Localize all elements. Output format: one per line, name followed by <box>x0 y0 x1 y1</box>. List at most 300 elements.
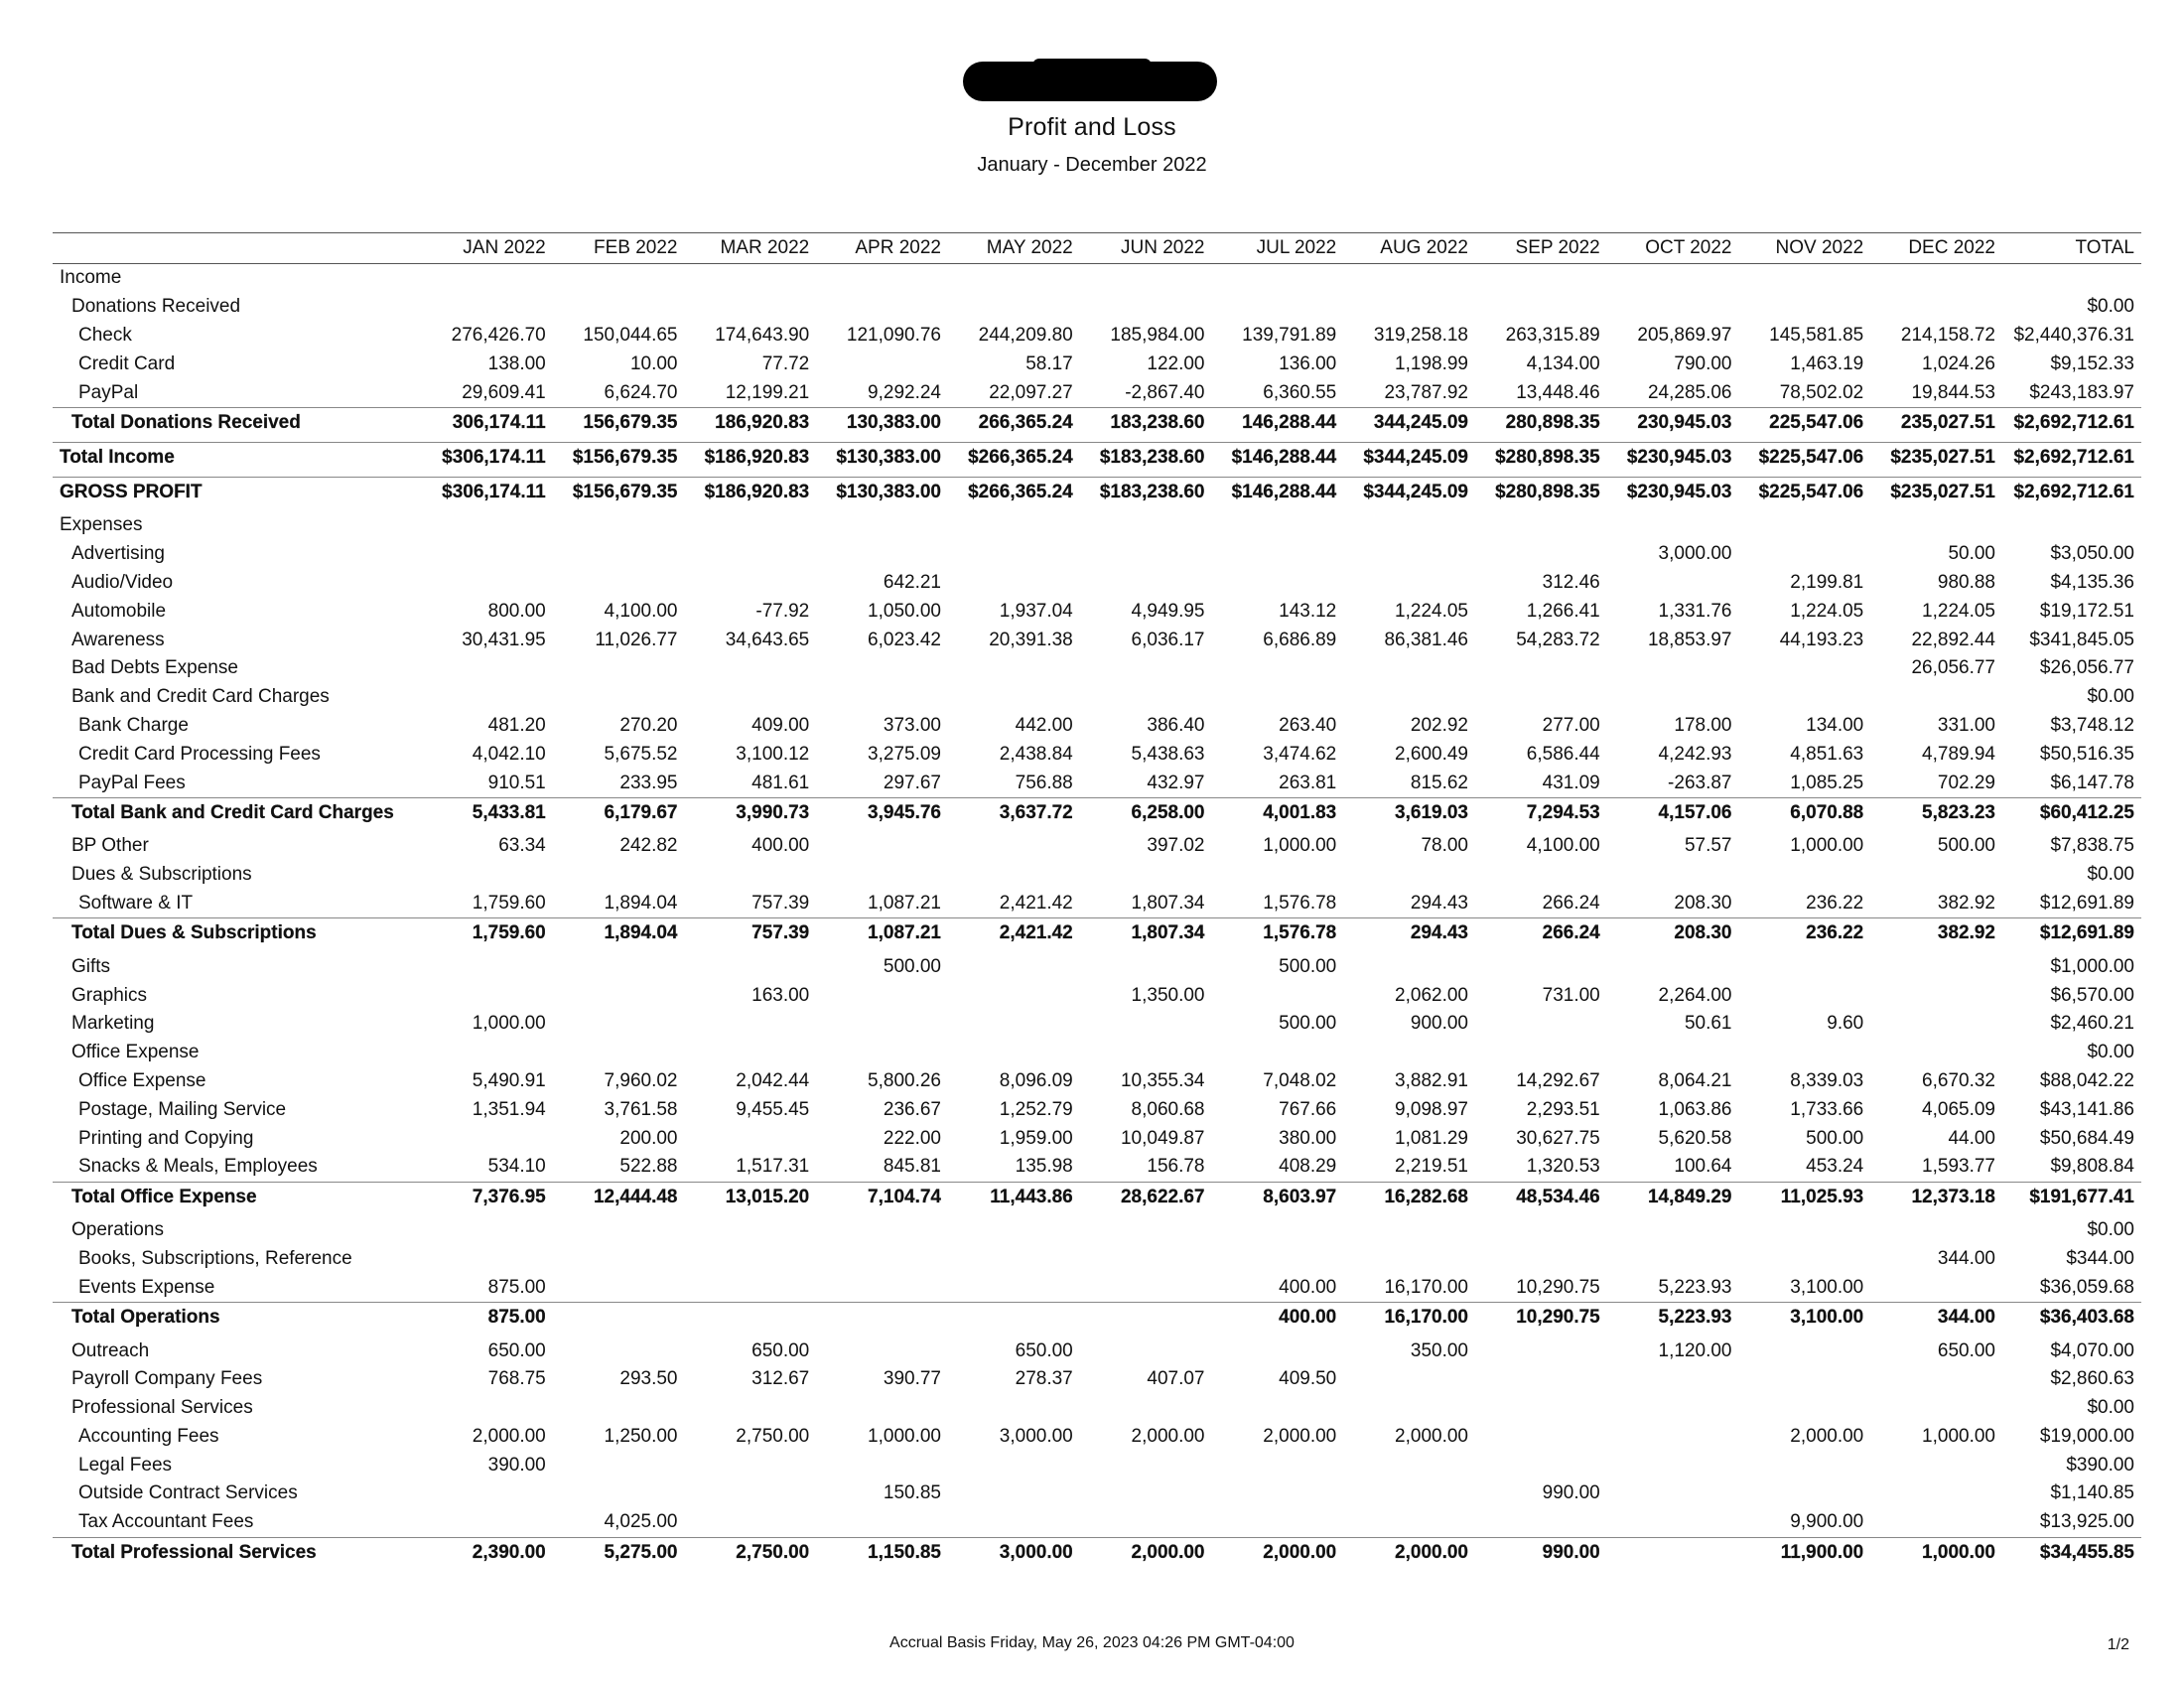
row-value-cell <box>1870 683 2002 712</box>
row-value-cell: $344,245.09 <box>1343 477 1475 507</box>
row-value-cell <box>553 1394 685 1423</box>
table-row <box>53 322 2141 351</box>
row-value-cell: 2,219.51 <box>1395 1156 1468 1178</box>
row-value-cell: 5,438.63 <box>1131 743 1205 765</box>
table-row <box>53 981 2141 1010</box>
row-value-cell: 230,945.03 <box>1607 407 1739 438</box>
row-value-cell: 2,421.42 <box>999 892 1073 914</box>
row-value-cell: 5,675.52 <box>604 743 678 765</box>
row-value-cell <box>553 683 685 712</box>
row-value-cell: 29,609.41 <box>462 381 546 403</box>
row-value-cell <box>1343 569 1475 598</box>
row-value-cell: 2,000.00 <box>1343 1537 1475 1568</box>
total-row <box>53 442 2141 473</box>
row-value-cell: 312.46 <box>1542 571 1600 593</box>
row-value-cell: 1,350.00 <box>1131 984 1205 1006</box>
row-value-cell: 900.00 <box>1410 1013 1468 1035</box>
row-value-cell <box>1475 683 1607 712</box>
row-value-cell: 235,027.51 <box>1870 407 2002 438</box>
row-value-cell <box>685 1508 817 1537</box>
row-value-cell: 1,120.00 <box>1658 1339 1732 1361</box>
row-label: Tax Accountant Fees <box>78 1511 254 1533</box>
row-total-cell: $0.00 <box>2087 864 2134 886</box>
row-value-cell: 650.00 <box>751 1339 810 1361</box>
row-total-cell: $19,172.51 <box>2039 600 2134 622</box>
row-value-cell <box>685 654 817 683</box>
row-value-cell: 1,050.00 <box>868 600 941 622</box>
row-value-cell <box>1475 1216 1607 1245</box>
profit-loss-table <box>53 232 2141 1572</box>
row-value-cell <box>816 683 948 712</box>
row-value-cell: 200.00 <box>619 1127 678 1149</box>
row-value-cell: 875.00 <box>421 1303 553 1334</box>
column-header: JUN 2022 <box>1080 233 1212 264</box>
row-value-cell <box>816 1216 948 1245</box>
row-value-cell: 138.00 <box>487 352 546 374</box>
row-value-cell: 163.00 <box>751 984 810 1006</box>
row-value-cell: 409.50 <box>1279 1368 1337 1390</box>
row-value-cell <box>948 1451 1080 1479</box>
row-value-cell <box>816 1303 948 1334</box>
row-value-cell: 306,174.11 <box>421 407 553 438</box>
row-value-cell <box>1343 264 1475 293</box>
row-value-cell <box>816 1010 948 1039</box>
table-row <box>53 654 2141 683</box>
row-value-cell <box>1870 293 2002 322</box>
row-value-cell <box>1870 1451 2002 1479</box>
row-value-cell <box>1212 1508 1344 1537</box>
row-value-cell: 276,426.70 <box>451 324 546 346</box>
row-value-cell <box>553 654 685 683</box>
row-value-cell: 2,000.00 <box>1131 1425 1205 1447</box>
row-label: Events Expense <box>78 1276 215 1298</box>
row-value-cell: 266.24 <box>1542 892 1600 914</box>
row-value-cell: 202.92 <box>1410 714 1468 736</box>
row-value-cell: $280,898.35 <box>1475 477 1607 507</box>
row-value-cell: 236.22 <box>1806 892 1864 914</box>
row-value-cell: 6,360.55 <box>1263 381 1337 403</box>
row-value-cell <box>948 1010 1080 1039</box>
row-value-cell <box>1739 1365 1871 1394</box>
row-value-cell: 57.57 <box>1684 835 1732 857</box>
row-label: Books, Subscriptions, Reference <box>78 1247 352 1269</box>
row-value-cell <box>816 1394 948 1423</box>
row-value-cell <box>1475 540 1607 569</box>
row-value-cell <box>553 1479 685 1508</box>
row-value-cell <box>948 511 1080 540</box>
row-value-cell <box>1607 569 1739 598</box>
row-value-cell <box>1080 1337 1212 1365</box>
row-value-cell: 382.92 <box>1870 918 2002 949</box>
row-value-cell: 4,789.94 <box>1922 743 1995 765</box>
row-value-cell: 4,025.00 <box>604 1511 678 1533</box>
row-value-cell <box>685 264 817 293</box>
row-value-cell <box>1739 952 1871 981</box>
row-value-cell: 4,157.06 <box>1607 797 1739 828</box>
row-value-cell: 5,490.91 <box>472 1069 546 1091</box>
row-value-cell: 174,643.90 <box>715 324 810 346</box>
row-value-cell: 1,224.05 <box>1922 600 1995 622</box>
row-value-cell: 13,015.20 <box>685 1182 817 1212</box>
row-value-cell <box>1343 293 1475 322</box>
row-value-cell: 910.51 <box>487 772 546 793</box>
row-total-cell: $1,000.00 <box>2050 955 2134 977</box>
row-value-cell: 156.78 <box>1147 1156 1205 1178</box>
row-value-cell <box>685 511 817 540</box>
row-value-cell <box>1607 654 1739 683</box>
row-label: Accounting Fees <box>78 1425 219 1447</box>
row-label: Office Expense <box>71 1042 200 1063</box>
row-value-cell: 390.00 <box>487 1454 546 1476</box>
row-value-cell: 2,000.00 <box>472 1425 546 1447</box>
row-value-cell <box>1475 293 1607 322</box>
column-header: FEB 2022 <box>553 233 685 264</box>
row-value-cell: 4,100.00 <box>604 600 678 622</box>
row-value-cell <box>553 1245 685 1274</box>
row-value-cell <box>553 1273 685 1302</box>
row-value-cell: 2,000.00 <box>1212 1537 1344 1568</box>
row-value-cell: 244,209.80 <box>978 324 1073 346</box>
row-value-cell <box>553 952 685 981</box>
row-value-cell: 386.40 <box>1147 714 1205 736</box>
row-value-cell: 11,026.77 <box>595 629 678 650</box>
row-value-cell: 2,199.81 <box>1790 571 1864 593</box>
row-value-cell: 442.00 <box>1015 714 1073 736</box>
row-value-cell <box>1870 1365 2002 1394</box>
row-value-cell <box>816 1273 948 1302</box>
row-value-cell <box>421 511 553 540</box>
row-value-cell: 86,381.46 <box>1384 629 1468 650</box>
row-value-cell: 1,000.00 <box>1263 835 1337 857</box>
row-value-cell: 150.85 <box>883 1482 941 1504</box>
row-value-cell: 757.39 <box>685 918 817 949</box>
row-value-cell: 3,882.91 <box>1395 1069 1468 1091</box>
row-label: Payroll Company Fees <box>71 1368 263 1390</box>
row-value-cell <box>1343 1365 1475 1394</box>
row-value-cell: 263.40 <box>1279 714 1337 736</box>
row-value-cell <box>948 952 1080 981</box>
row-value-cell <box>948 832 1080 861</box>
row-value-cell <box>948 1303 1080 1334</box>
row-value-cell: 6,686.89 <box>1263 629 1337 650</box>
row-value-cell: 500.00 <box>1279 955 1337 977</box>
row-value-cell <box>1080 540 1212 569</box>
row-value-cell: 10.00 <box>629 352 678 374</box>
row-value-cell <box>1212 293 1344 322</box>
row-total-cell: $6,570.00 <box>2050 984 2134 1006</box>
row-value-cell <box>816 540 948 569</box>
row-value-cell: 2,390.00 <box>421 1537 553 1568</box>
row-value-cell: 225,547.06 <box>1739 407 1871 438</box>
column-header: JUL 2022 <box>1212 233 1344 264</box>
row-value-cell <box>1212 1245 1344 1274</box>
row-value-cell: 3,000.00 <box>948 1537 1080 1568</box>
row-value-cell <box>1607 1508 1739 1537</box>
row-value-cell <box>685 569 817 598</box>
row-value-cell: 7,104.74 <box>816 1182 948 1212</box>
row-value-cell: 50.00 <box>1948 543 1995 565</box>
row-value-cell <box>685 1394 817 1423</box>
row-value-cell <box>1343 1479 1475 1508</box>
row-value-cell <box>1080 511 1212 540</box>
column-header: SEP 2022 <box>1475 233 1607 264</box>
row-value-cell: $186,920.83 <box>685 442 817 473</box>
row-value-cell: 500.00 <box>1279 1013 1337 1035</box>
row-value-cell: 4,242.93 <box>1658 743 1732 765</box>
row-value-cell: 373.00 <box>883 714 941 736</box>
row-value-cell <box>1870 1010 2002 1039</box>
row-value-cell <box>685 540 817 569</box>
row-label: Audio/Video <box>71 571 174 593</box>
row-value-cell: 6,670.32 <box>1922 1069 1995 1091</box>
row-value-cell: 5,620.58 <box>1658 1127 1732 1149</box>
row-value-cell <box>1343 654 1475 683</box>
row-value-cell: 280,898.35 <box>1475 407 1607 438</box>
row-value-cell: 263.81 <box>1279 772 1337 793</box>
report-period: January - December 2022 <box>977 154 1207 176</box>
row-spacer-cell <box>53 1568 2141 1572</box>
row-value-cell: 380.00 <box>1279 1127 1337 1149</box>
row-value-cell: 1,576.78 <box>1263 892 1337 914</box>
row-value-cell <box>1739 1216 1871 1245</box>
row-label: Operations <box>71 1219 164 1241</box>
row-total-cell: $2,440,376.31 <box>2013 324 2134 346</box>
row-value-cell <box>1343 1039 1475 1067</box>
row-value-cell <box>1343 511 1475 540</box>
row-value-cell: 9,292.24 <box>868 381 941 403</box>
row-value-cell: 10,049.87 <box>1120 1127 1205 1149</box>
row-value-cell: 208.30 <box>1674 892 1732 914</box>
row-value-cell: 7,294.53 <box>1475 797 1607 828</box>
row-value-cell <box>1080 861 1212 890</box>
row-value-cell <box>1607 1479 1739 1508</box>
row-total-cell <box>2002 511 2141 540</box>
row-value-cell <box>685 1124 817 1153</box>
row-value-cell: $344,245.09 <box>1343 442 1475 473</box>
row-value-cell <box>948 264 1080 293</box>
row-value-cell: 2,000.00 <box>1395 1425 1468 1447</box>
row-value-cell: 28,622.67 <box>1080 1182 1212 1212</box>
row-value-cell: 1,320.53 <box>1526 1156 1600 1178</box>
table-row <box>53 1010 2141 1039</box>
row-value-cell: 3,761.58 <box>604 1098 678 1120</box>
row-value-cell: 500.00 <box>1937 835 1995 857</box>
row-total-cell: $2,692,712.61 <box>2002 477 2141 507</box>
row-value-cell: 350.00 <box>1410 1339 1468 1361</box>
row-value-cell: $146,288.44 <box>1212 477 1344 507</box>
row-value-cell <box>1475 1337 1607 1365</box>
row-value-cell: 50.61 <box>1684 1013 1732 1035</box>
row-total-cell: $6,147.78 <box>2050 772 2134 793</box>
row-value-cell <box>421 1479 553 1508</box>
row-value-cell <box>816 1039 948 1067</box>
row-value-cell: 208.30 <box>1607 918 1739 949</box>
row-value-cell: $130,383.00 <box>816 477 948 507</box>
row-label: Total Office Expense <box>53 1182 421 1212</box>
row-value-cell <box>1080 293 1212 322</box>
row-value-cell <box>1343 1394 1475 1423</box>
total-row <box>53 477 2141 507</box>
row-label: Snacks & Meals, Employees <box>78 1156 318 1178</box>
row-value-cell: $266,365.24 <box>948 477 1080 507</box>
row-value-cell: 1,266.41 <box>1526 600 1600 622</box>
row-value-cell: 236.22 <box>1739 918 1871 949</box>
row-value-cell: 44,193.23 <box>1779 629 1864 650</box>
row-value-cell: 12,373.18 <box>1870 1182 2002 1212</box>
row-value-cell <box>1212 511 1344 540</box>
row-value-cell: 7,960.02 <box>604 1069 678 1091</box>
row-value-cell <box>1870 1508 2002 1537</box>
row-value-cell <box>1870 952 2002 981</box>
row-value-cell: 263,315.89 <box>1505 324 1600 346</box>
section-header-row <box>53 264 2141 293</box>
row-value-cell: 1,024.26 <box>1922 352 1995 374</box>
row-value-cell <box>1739 540 1871 569</box>
row-value-cell <box>1343 861 1475 890</box>
row-value-cell <box>948 683 1080 712</box>
row-value-cell: 1,351.94 <box>472 1098 546 1120</box>
row-value-cell <box>421 569 553 598</box>
row-value-cell: 16,170.00 <box>1343 1303 1475 1334</box>
row-value-cell: $235,027.51 <box>1870 442 2002 473</box>
row-value-cell <box>1212 540 1344 569</box>
row-value-cell <box>1870 1039 2002 1067</box>
row-value-cell <box>1343 1508 1475 1537</box>
report-footer: Accrual Basis Friday, May 26, 2023 04:26 PM GMT-04:00 <box>889 1634 1295 1651</box>
row-value-cell: 1,224.05 <box>1790 600 1864 622</box>
row-value-cell: 63.34 <box>498 835 546 857</box>
row-value-cell <box>421 861 553 890</box>
table-row <box>53 769 2141 797</box>
row-value-cell: 481.61 <box>751 772 810 793</box>
row-value-cell: 382.92 <box>1937 892 1995 914</box>
row-value-cell: 1,150.85 <box>816 1537 948 1568</box>
section-header-row <box>53 511 2141 540</box>
row-label: Credit Card <box>78 352 176 374</box>
row-label: BP Other <box>71 835 149 857</box>
row-value-cell: $130,383.00 <box>816 442 948 473</box>
row-total-cell: $12,691.89 <box>2002 918 2141 949</box>
row-value-cell: 20,391.38 <box>989 629 1073 650</box>
row-value-cell: 186,920.83 <box>685 407 817 438</box>
row-value-cell <box>816 264 948 293</box>
row-value-cell <box>1870 1479 2002 1508</box>
row-value-cell: 1,759.60 <box>421 918 553 949</box>
row-value-cell <box>1607 1537 1739 1568</box>
row-label: Automobile <box>71 600 167 622</box>
table-row <box>53 1153 2141 1182</box>
row-value-cell <box>816 1508 948 1537</box>
row-value-cell <box>1343 540 1475 569</box>
row-value-cell <box>816 981 948 1010</box>
row-value-cell: 453.24 <box>1806 1156 1864 1178</box>
row-value-cell: 2,000.00 <box>1263 1425 1337 1447</box>
table-row <box>53 350 2141 378</box>
table-row <box>53 626 2141 654</box>
row-value-cell: 1,081.29 <box>1395 1127 1468 1149</box>
row-value-cell: 2,750.00 <box>736 1425 810 1447</box>
row-value-cell: 1,085.25 <box>1790 772 1864 793</box>
row-total-cell: $9,152.33 <box>2050 352 2134 374</box>
row-value-cell: 344,245.09 <box>1343 407 1475 438</box>
row-value-cell: 500.00 <box>883 955 941 977</box>
row-value-cell: $280,898.35 <box>1475 442 1607 473</box>
row-label: Income <box>60 267 122 289</box>
row-value-cell <box>1475 952 1607 981</box>
row-value-cell <box>1475 1508 1607 1537</box>
row-label: Total Professional Services <box>53 1537 421 1568</box>
row-total-cell: $50,684.49 <box>2039 1127 2134 1149</box>
row-value-cell: 990.00 <box>1542 1482 1600 1504</box>
row-value-cell <box>1739 293 1871 322</box>
row-value-cell: 768.75 <box>487 1368 546 1390</box>
row-value-cell: 12,444.48 <box>553 1182 685 1212</box>
row-value-cell: $235,027.51 <box>1870 477 2002 507</box>
row-label: Software & IT <box>78 892 194 914</box>
row-value-cell: 990.00 <box>1475 1537 1607 1568</box>
row-value-cell <box>1080 1303 1212 1334</box>
row-value-cell <box>1212 981 1344 1010</box>
total-row <box>53 407 2141 438</box>
row-value-cell <box>1607 293 1739 322</box>
row-value-cell: 2,600.49 <box>1395 743 1468 765</box>
column-header: JAN 2022 <box>421 233 553 264</box>
table-row <box>53 1095 2141 1124</box>
row-value-cell: 5,275.00 <box>553 1537 685 1568</box>
row-value-cell: 500.00 <box>1806 1127 1864 1149</box>
section-header-row <box>53 293 2141 322</box>
row-value-cell: 650.00 <box>1937 1339 1995 1361</box>
row-value-cell <box>685 952 817 981</box>
row-value-cell <box>1870 264 2002 293</box>
row-value-cell <box>948 1479 1080 1508</box>
row-value-cell: 312.67 <box>751 1368 810 1390</box>
column-header: AUG 2022 <box>1343 233 1475 264</box>
row-value-cell <box>1739 1394 1871 1423</box>
row-total-cell: $390.00 <box>2066 1454 2134 1476</box>
row-value-cell: 2,264.00 <box>1658 984 1732 1006</box>
row-value-cell: 297.67 <box>883 772 941 793</box>
row-value-cell: 1,937.04 <box>999 600 1073 622</box>
row-value-cell <box>1212 264 1344 293</box>
row-label: Professional Services <box>71 1397 253 1419</box>
row-value-cell: 1,000.00 <box>1922 1425 1995 1447</box>
row-value-cell <box>816 861 948 890</box>
row-value-cell: 11,443.86 <box>948 1182 1080 1212</box>
row-value-cell: 1,087.21 <box>868 892 941 914</box>
row-value-cell: 122.00 <box>1147 352 1205 374</box>
row-value-cell: 11,900.00 <box>1739 1537 1871 1568</box>
row-value-cell <box>1475 1451 1607 1479</box>
row-value-cell <box>1607 1365 1739 1394</box>
row-value-cell <box>553 1216 685 1245</box>
row-value-cell <box>1212 1479 1344 1508</box>
row-total-cell: $88,042.22 <box>2039 1069 2134 1091</box>
row-value-cell <box>1212 1337 1344 1365</box>
row-value-cell: 2,000.00 <box>1080 1537 1212 1568</box>
row-value-cell: 156,679.35 <box>553 407 685 438</box>
row-value-cell: 26,056.77 <box>1911 657 1995 679</box>
row-label: Total Operations <box>53 1303 421 1334</box>
row-value-cell: 731.00 <box>1542 984 1600 1006</box>
row-value-cell <box>816 350 948 378</box>
row-value-cell: 12,199.21 <box>725 381 810 403</box>
row-value-cell: 8,603.97 <box>1212 1182 1344 1212</box>
row-value-cell: 214,158.72 <box>1900 324 1995 346</box>
row-value-cell: 390.77 <box>883 1368 941 1390</box>
row-value-cell <box>1080 1508 1212 1537</box>
row-value-cell: 7,376.95 <box>421 1182 553 1212</box>
